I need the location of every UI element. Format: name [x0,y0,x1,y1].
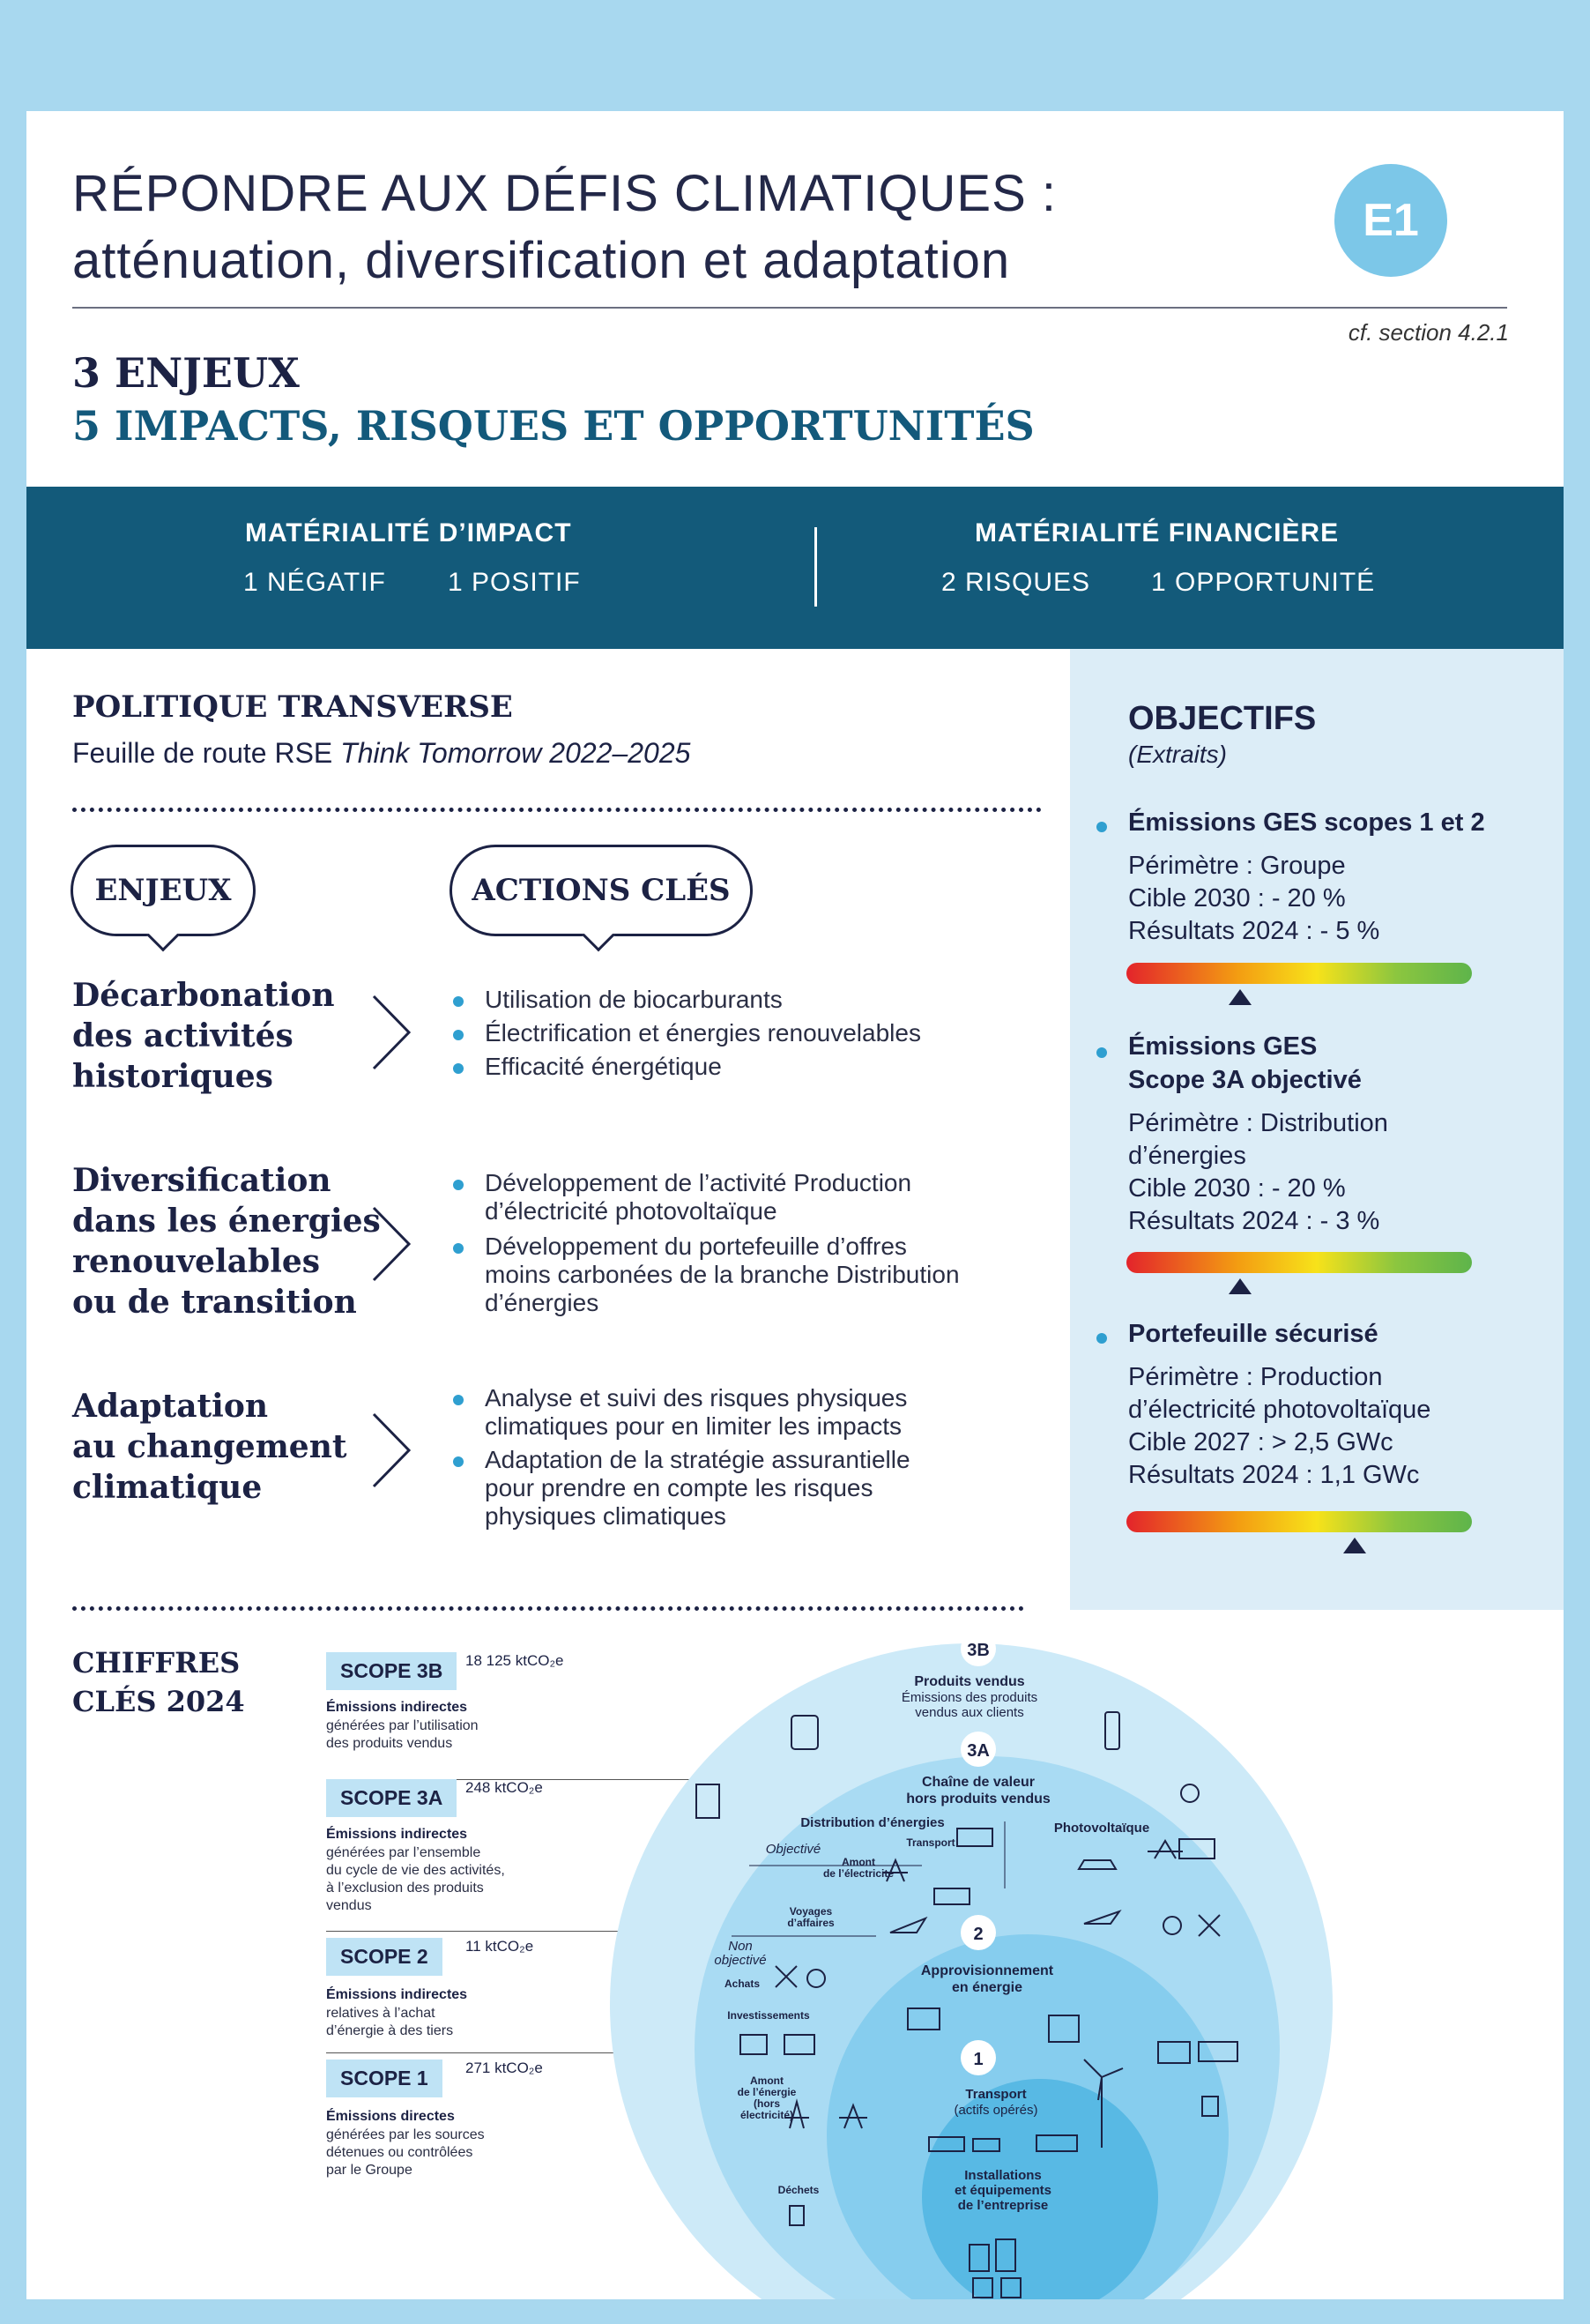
actions-pill: ACTIONS CLÉS [450,845,753,936]
bullet-icon [1096,1333,1107,1344]
scope-3b-heading: Émissions indirectes [326,1700,468,1715]
policy-subtitle [72,737,690,770]
section-reference: cf. section 4.2.1 [1348,319,1509,346]
bullet-icon [1096,822,1107,832]
objective-1-title: Émissions GES scopes 1 et 2 [1128,808,1485,837]
scope-2-heading: Émissions indirectes [326,1987,468,2002]
objectives-subtitle: (Extraits) [1128,741,1227,768]
policy-subtitle-plain: Feuille de route RSE [72,737,341,769]
label-amont-energie: Amont de l’énergie (hors électricité) [737,2074,797,2121]
policy-title: POLITIQUE TRANSVERSE [72,689,513,725]
objective-2-title: Émissions GES Scope 3A objectivé [1128,1032,1362,1094]
marker-3a-text: 3A [967,1741,990,1761]
objective-3-title: Portefeuille sécurisé [1128,1320,1378,1348]
label-voyages: Voyages d’affaires [787,1905,835,1929]
iro-count: 5 IMPACTS, RISQUES ET OPPORTUNITÉS [72,402,1035,450]
label-non-objectivite: Non objectivé [714,1939,767,1968]
scopes-diagram [608,1628,1564,2299]
key-figures-title: CHIFFRES CLÉS 2024 [72,1646,245,1718]
marker-3b-text: 3B [967,1641,990,1660]
scope-1-value: 271 ktCO₂e [465,2060,543,2076]
impact-positive: 1 POSITIF [448,568,581,597]
label-investissements: Investissements [727,2009,810,2022]
financial-opportunity: 1 OPPORTUNITÉ [1151,568,1376,597]
scope-3b-value: 18 125 ktCO₂e [465,1652,564,1669]
objectives-title: OBJECTIFS [1128,700,1317,737]
scope-2-label: SCOPE 2 [326,1938,442,1976]
label-actifs-operes: (actifs opérés) [954,2103,1038,2118]
issue-decarbonation: Décarbonation des activités historiques [72,977,335,1095]
title-divider [72,307,1507,309]
scope-2-description: relatives à l’achat d’énergie à des tiers [326,2006,454,2038]
marker-1-text: 1 [973,2050,984,2069]
label-distribution: Distribution d’énergies [800,1815,945,1830]
section-badge: E1 [1334,164,1447,277]
action-item: Adaptation de la stratégie assurantielle pour prendre en compte les risques physiques climatiques [453,1446,910,1531]
scope-3b-label: SCOPE 3B [326,1652,457,1690]
title-line-1: RÉPONDRE AUX DÉFIS CLIMATIQUES : [72,165,1058,222]
scope-3a-label: SCOPE 3A [326,1779,457,1817]
label-transport-small: Transport [906,1836,955,1849]
label-photovoltaique: Photovoltaïque [1053,1821,1150,1836]
materiality-band [26,487,1564,649]
chevron-right-icon [370,993,414,1072]
financial-materiality-title: MATÉRIALITÉ FINANCIÈRE [975,518,1340,547]
page-card [26,111,1564,2299]
objective-1-details: Périmètre : Groupe Cible 2030 : - 20 % Résultats 2024 : - 5 % [1128,852,1380,945]
scope-3b-description: générées par l’utilisation des produits vendus [326,1718,479,1751]
financial-risks: 2 RISQUES [941,568,1091,597]
scope-3a-heading: Émissions indirectes [326,1827,468,1842]
label-installations: Installations et équipements de l’entreprise [954,2168,1052,2213]
issue-adaptation: Adaptation au changement climatique [72,1388,347,1506]
objective-3-progress-marker [1343,1538,1366,1553]
scope-2-value: 11 ktCO₂e [465,1938,534,1955]
enjeux-count: 3 ENJEUX [72,349,300,397]
chevron-right-icon [370,1204,414,1284]
impact-negative: 1 NÉGATIF [243,568,386,597]
dotted-divider-bottom [72,1606,1024,1611]
marker-2-text: 2 [973,1925,984,1944]
action-item: Développement de l’activité Production d’électricité photovoltaïque [453,1169,911,1225]
scope-1-heading: Émissions directes [326,2109,455,2124]
dotted-divider-top [72,808,1042,812]
label-amont-electricite: Amont de l’électricité [822,1856,895,1880]
title-line-2: atténuation, diversification et adaptation [72,232,1011,289]
issue-diversification: Diversification dans les énergies renouvelables ou de transition [72,1162,381,1321]
action-item: Utilisation de biocarburants [453,986,783,1014]
policy-subtitle-italic: Think Tomorrow 2022–2025 [340,737,691,769]
action-item: Électrification et énergies renouvelables [453,1019,921,1047]
objective-2-progress-bar [1126,1252,1472,1273]
objective-3-details: Périmètre : Production d’électricité photovoltaïque Cible 2027 : > 2,5 GWc Résultats 2024 : 1,1 GWc [1128,1363,1431,1489]
action-item: Analyse et suivi des risques physiques climatiques pour en limiter les impacts [453,1384,907,1441]
scope-3a-description: générées par l’ensemble du cycle de vie des activités, à l’exclusion des produits vendus [326,1845,505,1913]
objective-3-progress-bar [1126,1511,1472,1532]
scope-1-description: générées par les sources détenues ou contrôlées par le Groupe [326,2127,485,2178]
label-objectivite: Objectivé [765,1842,821,1857]
objective-1-progress-marker [1229,989,1252,1005]
label-3b-sub: Émissions des produits vendus aux clients [901,1690,1038,1720]
label-dechets: Déchets [777,2184,820,2196]
scope-3a-value: 248 ktCO₂e [465,1779,543,1796]
materiality-separator [814,527,817,607]
enjeux-pill: ENJEUX [71,845,256,936]
action-item: Efficacité énergétique [453,1053,722,1081]
action-item: Développement du portefeuille d’offres moins carbonées de la branche Distribution d’énergies [453,1233,960,1317]
chevron-right-icon [370,1411,414,1490]
scope-1-label: SCOPE 1 [326,2060,442,2097]
impact-materiality-title: MATÉRIALITÉ D’IMPACT [245,518,572,547]
label-achats: Achats [724,1978,761,1990]
bullet-icon [1096,1047,1107,1058]
label-approvisionnement: Approvisionnement en énergie [920,1963,1054,1995]
objective-2-progress-marker [1229,1278,1252,1294]
label-produits-vendus: Produits vendus [914,1674,1025,1689]
label-transport-operes: Transport [965,2087,1027,2102]
label-chaine-valeur: Chaîne de valeur hors produits vendus [906,1775,1051,1806]
objective-1-progress-bar [1126,963,1472,984]
objective-2-details: Périmètre : Distribution d’énergies Cible 2030 : - 20 % Résultats 2024 : - 3 % [1128,1109,1388,1235]
